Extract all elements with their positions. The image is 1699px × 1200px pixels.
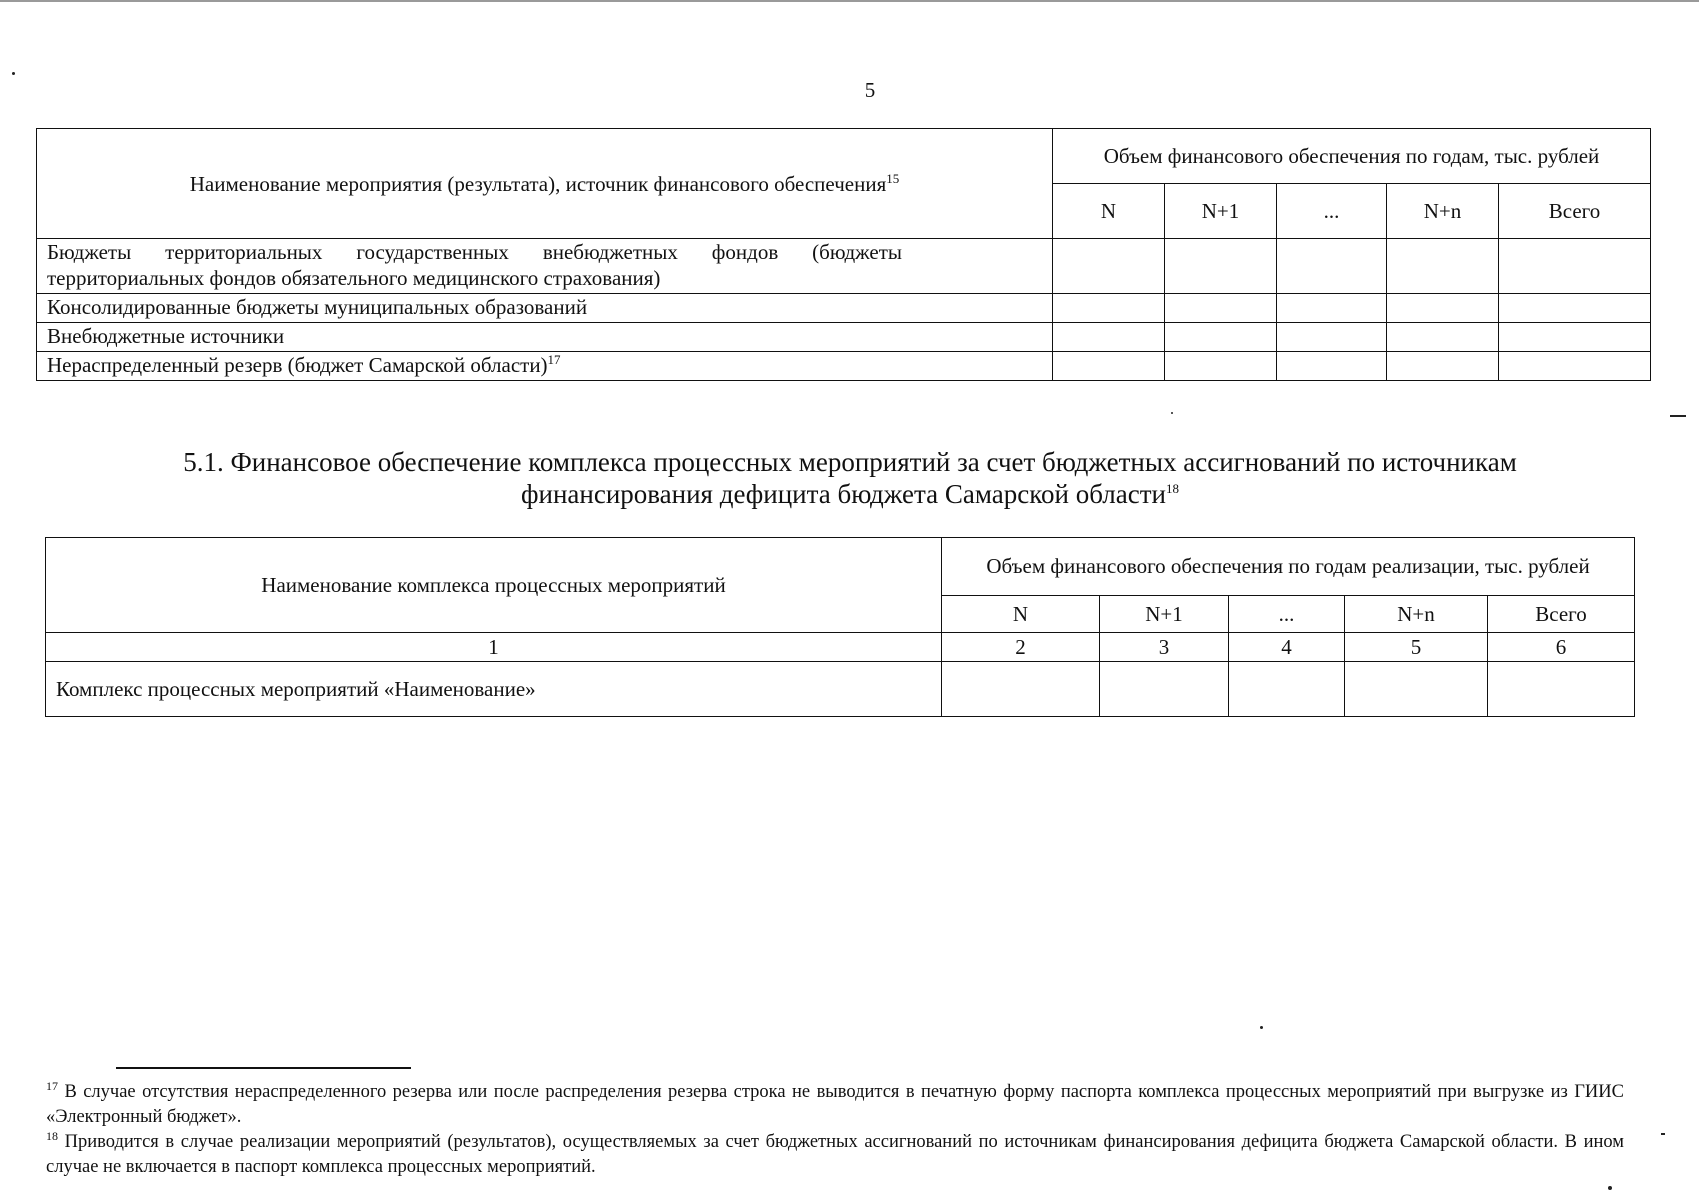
table-cell	[942, 662, 1100, 717]
column-number: 3	[1100, 633, 1229, 662]
table-cell	[1053, 239, 1165, 294]
table-cell	[1053, 323, 1165, 352]
table-cell	[1277, 239, 1387, 294]
table-cell	[1345, 662, 1488, 717]
table-cell	[1499, 352, 1651, 381]
table-cell	[1165, 323, 1277, 352]
column-number: 4	[1229, 633, 1345, 662]
column-number: 5	[1345, 633, 1488, 662]
table-cell	[1499, 323, 1651, 352]
process-measures-financing-table	[45, 537, 1635, 717]
table1-row-label: Консолидированные бюджеты муниципальных образований	[37, 294, 1053, 323]
scan-speck	[1608, 1186, 1612, 1190]
table-cell	[1499, 239, 1651, 294]
footnote-mark: 18	[46, 1128, 58, 1143]
table2-row-label: Комплекс процессных мероприятий «Наименование»	[46, 662, 942, 717]
table1-row-label: Бюджеты территориальных государственных внебюджетных фондов (бюджеты территориальных фондов обязательного медицинского страхования)	[37, 239, 1053, 294]
financing-sources-table	[36, 128, 1651, 381]
table1-col-n: N	[1053, 184, 1165, 239]
table-cell	[1387, 352, 1499, 381]
table1-col-ellipsis: ...	[1277, 184, 1387, 239]
table2-header-name: Наименование комплекса процессных мероприятий	[46, 538, 942, 633]
table-cell	[1229, 662, 1345, 717]
column-number: 6	[1488, 633, 1635, 662]
footnote-18	[46, 1130, 1624, 1180]
table-cell	[1100, 662, 1229, 717]
table-cell	[1165, 239, 1277, 294]
table2-header-volume: Объем финансового обеспечения по годам реализации, тыс. рублей	[942, 538, 1635, 596]
column-number: 2	[942, 633, 1100, 662]
footnote-17	[46, 1080, 1624, 1130]
scan-speck	[12, 72, 15, 75]
table1-row-label-text: Нераспределенный резерв (бюджет Самарской области)	[47, 353, 548, 377]
table-cell	[1277, 294, 1387, 323]
scan-speck	[1670, 415, 1686, 417]
table-cell	[1387, 239, 1499, 294]
table-cell	[1165, 352, 1277, 381]
footnote-ref-18: 18	[1165, 481, 1179, 496]
scan-speck	[1661, 1133, 1665, 1135]
table-row	[37, 239, 1651, 294]
table1-header-name	[37, 129, 1053, 239]
footnote-separator	[116, 1067, 411, 1069]
section-5-1-heading	[100, 446, 1600, 510]
table2-col-n-plus-n: N+n	[1345, 595, 1488, 632]
table-cell	[1165, 294, 1277, 323]
footnote-text: В случае отсутствия нераспределенного резерва или после распределения резерва строка не выводится в печатную форму паспорта комплекса процессных мероприятий при выгрузке из ГИИС «Электронный бюджет».	[46, 1082, 1624, 1127]
table1-header-volume: Объем финансового обеспечения по годам, тыс. рублей	[1053, 129, 1651, 184]
table2-col-total: Всего	[1488, 595, 1635, 632]
table-cell	[1488, 662, 1635, 717]
section-5-1-title: 5.1. Финансовое обеспечение комплекса процессных мероприятий за счет бюджетных ассигнований по источникам финансирования дефицита бюджета Самарской области	[183, 447, 1517, 509]
table1-row-label-reserve	[37, 352, 1053, 381]
table2-col-ellipsis: ...	[1229, 595, 1345, 632]
table2-col-n-plus-1: N+1	[1100, 595, 1229, 632]
footnotes	[46, 1080, 1624, 1180]
table-cell	[1053, 352, 1165, 381]
table1-col-total: Всего	[1499, 184, 1651, 239]
table-row	[46, 662, 1635, 717]
column-number-row	[46, 633, 1635, 662]
table-cell	[1277, 352, 1387, 381]
table1-col-n-plus-n: N+n	[1387, 184, 1499, 239]
table-row	[37, 352, 1651, 381]
footnote-ref-17: 17	[547, 352, 561, 367]
table-cell	[1387, 294, 1499, 323]
table-row	[37, 323, 1651, 352]
table-cell	[1053, 294, 1165, 323]
page-number: 5	[864, 78, 876, 102]
footnote-text: Приводится в случае реализации мероприятий (результатов), осуществляемых за счет бюджетных ассигнований по источникам финансирования дефицита бюджета Самарской области. В ином случае не включается в паспорт комплекса процессных мероприятий.	[46, 1132, 1624, 1177]
footnote-mark: 17	[46, 1078, 58, 1093]
table-row	[37, 294, 1651, 323]
table-cell	[1277, 323, 1387, 352]
scan-speck	[1260, 1026, 1263, 1029]
table1-col-n-plus-1: N+1	[1165, 184, 1277, 239]
table1-header-footnote: 15	[886, 170, 900, 186]
scan-top-edge	[0, 0, 1699, 2]
column-number: 1	[46, 633, 942, 662]
table2-col-n: N	[942, 595, 1100, 632]
table1-row-label: Внебюджетные источники	[37, 323, 1053, 352]
scan-speck	[1171, 412, 1173, 414]
table-cell	[1387, 323, 1499, 352]
table1-header-name-text: Наименование мероприятия (результата), источник финансового обеспечения	[189, 171, 887, 196]
table-cell	[1499, 294, 1651, 323]
